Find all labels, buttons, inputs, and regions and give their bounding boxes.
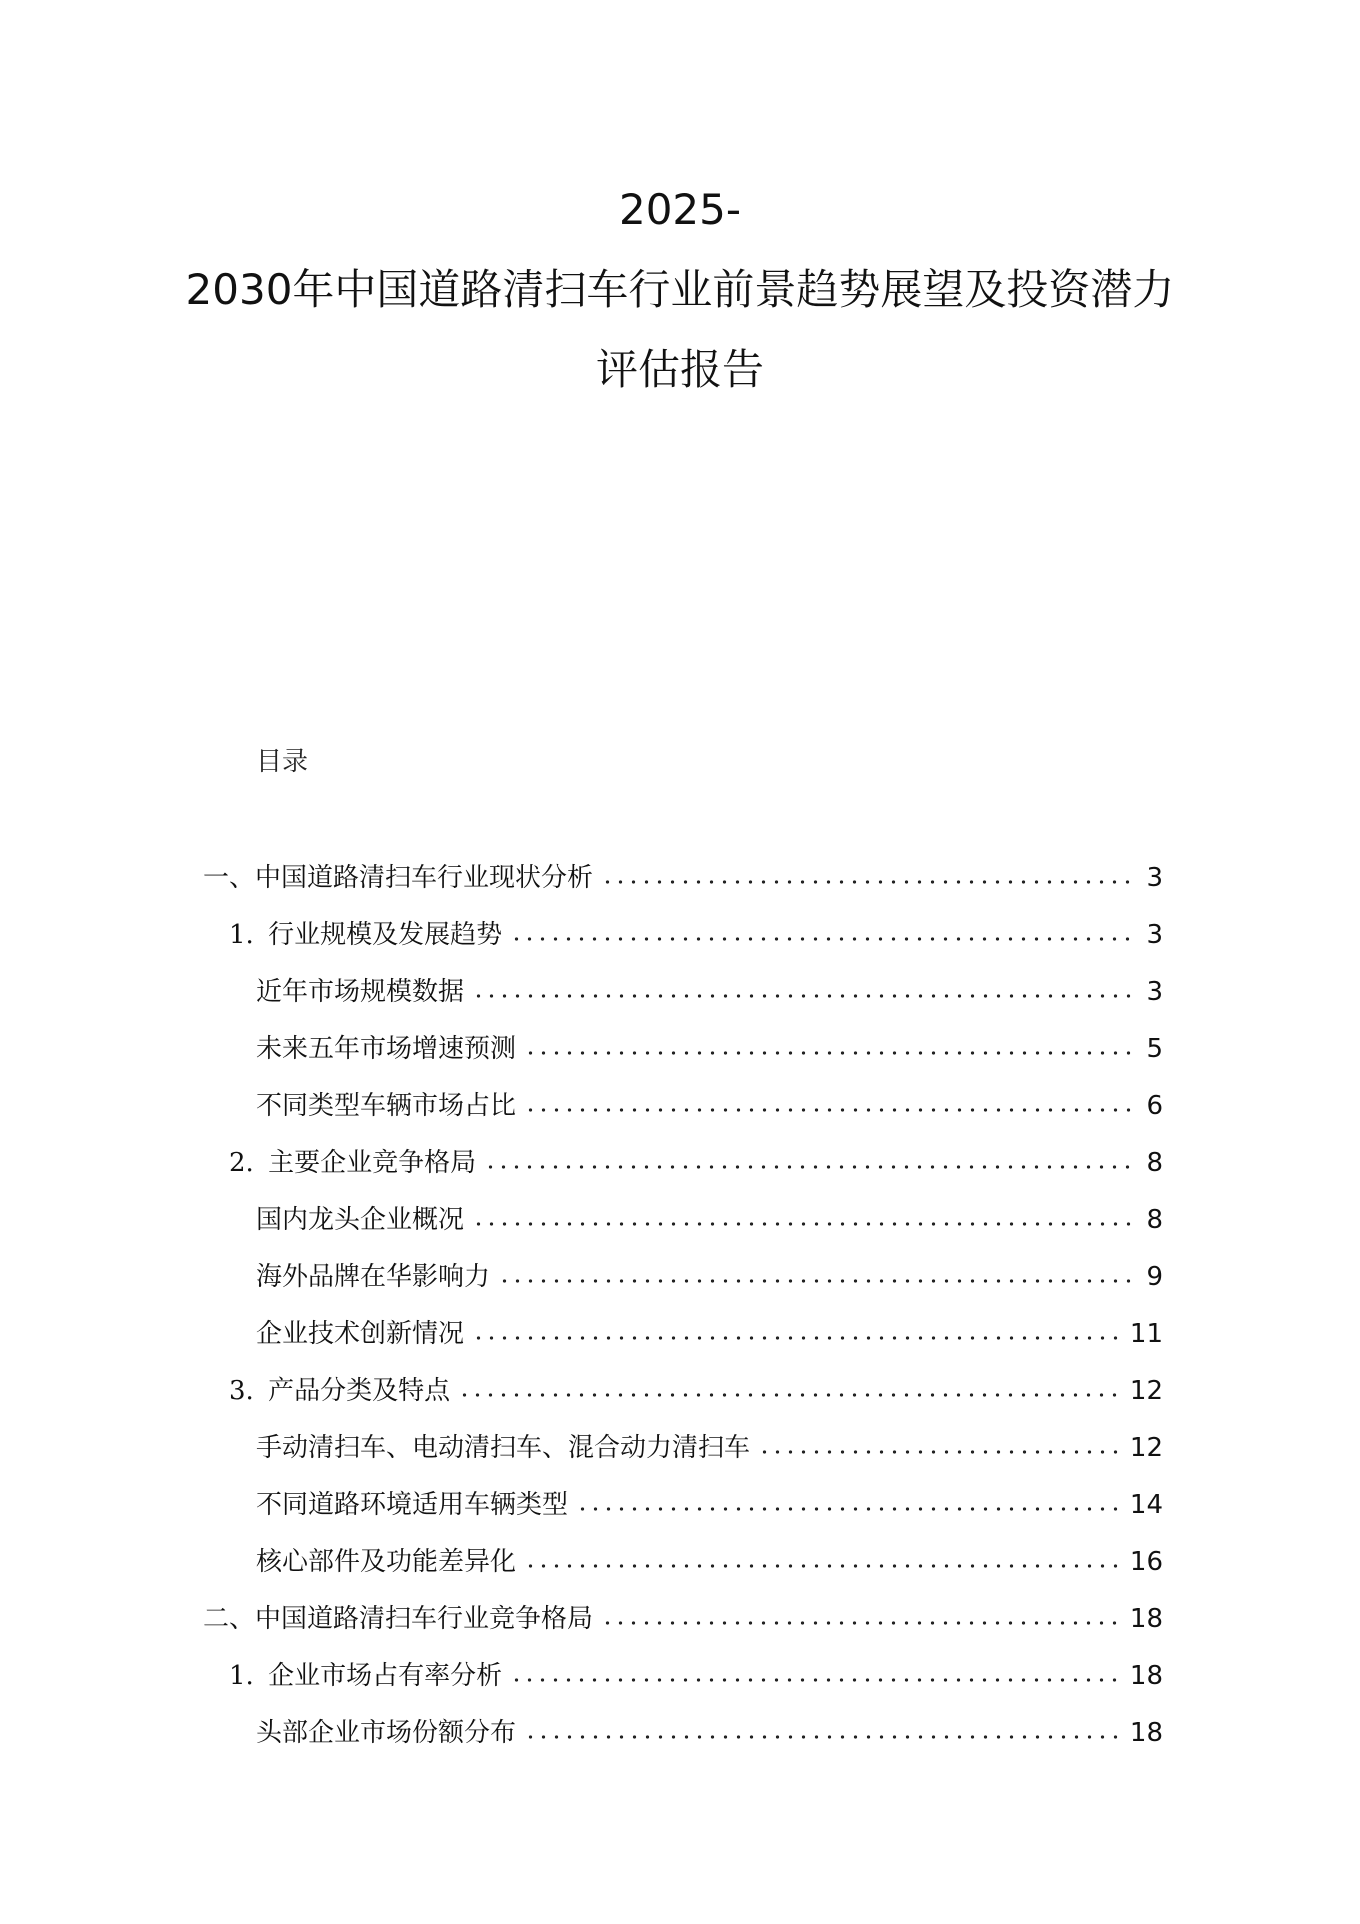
toc-entry-page-number: 18 xyxy=(1129,1718,1163,1748)
toc-dot-leader xyxy=(472,992,1137,1000)
toc-entry-page-number: 11 xyxy=(1129,1319,1163,1349)
toc-entry-label: 企业技术创新情况 xyxy=(256,1319,465,1349)
toc-entry-label: 中国道路清扫车行业现状分析 xyxy=(255,863,594,893)
toc-dot-leader xyxy=(524,1733,1122,1741)
toc-entry[interactable] xyxy=(256,1314,1163,1354)
toc-dot-leader xyxy=(510,1676,1122,1684)
toc-entry-label: 国内龙头企业概况 xyxy=(256,1205,465,1235)
toc-entry-number: 1. xyxy=(229,920,263,950)
toc-dot-leader xyxy=(524,1562,1122,1570)
toc-entry[interactable] xyxy=(229,1143,1163,1183)
toc-entry-label: 不同类型车辆市场占比 xyxy=(256,1091,517,1121)
toc-entry-page-number: 8 xyxy=(1146,1148,1163,1178)
toc-entry[interactable] xyxy=(256,1257,1163,1297)
toc-entry-page-number: 3 xyxy=(1146,977,1163,1007)
toc-entry-label: 近年市场规模数据 xyxy=(256,977,465,1007)
toc-entry-label: 行业规模及发展趋势 xyxy=(268,920,503,950)
toc-entry-page-number: 3 xyxy=(1146,863,1163,893)
title-line-2: 2030年中国道路清扫车行业前景趋势展望及投资潜力 xyxy=(185,265,1175,314)
toc-entry[interactable] xyxy=(256,1086,1163,1126)
toc-entry-label: 手动清扫车、电动清扫车、混合动力清扫车 xyxy=(256,1433,751,1463)
toc-entry[interactable] xyxy=(256,1029,1163,1069)
toc-entry[interactable] xyxy=(203,858,1163,898)
toc-entry-label: 产品分类及特点 xyxy=(268,1376,451,1406)
toc-entry[interactable] xyxy=(256,972,1163,1012)
toc-entry-label: 不同道路环境适用车辆类型 xyxy=(256,1490,569,1520)
toc-dot-leader xyxy=(484,1163,1137,1171)
title-line-1: 2025- xyxy=(618,185,742,234)
toc-dot-leader xyxy=(472,1334,1122,1342)
toc-dot-leader xyxy=(524,1049,1137,1057)
toc-dot-leader xyxy=(576,1505,1122,1513)
toc-entry-number: 一、 xyxy=(203,863,256,893)
toc-entry-page-number: 9 xyxy=(1146,1262,1163,1292)
toc-entry[interactable] xyxy=(256,1200,1163,1240)
toc-entry-number: 1. xyxy=(229,1661,263,1691)
toc-entry-number: 二、 xyxy=(203,1604,256,1634)
toc-dot-leader xyxy=(601,878,1137,886)
toc-entry[interactable] xyxy=(256,1428,1163,1468)
toc-entry[interactable] xyxy=(256,1542,1163,1582)
toc-dot-leader xyxy=(498,1277,1137,1285)
toc-entry[interactable] xyxy=(229,1371,1163,1411)
toc-entry-page-number: 18 xyxy=(1129,1604,1163,1634)
toc-entry-page-number: 18 xyxy=(1129,1661,1163,1691)
toc-entry-label: 企业市场占有率分析 xyxy=(268,1661,503,1691)
toc-entry-page-number: 6 xyxy=(1146,1091,1163,1121)
toc-dot-leader xyxy=(472,1220,1137,1228)
toc-entry-page-number: 3 xyxy=(1146,920,1163,950)
toc-entry[interactable] xyxy=(229,915,1163,955)
toc-entry-page-number: 12 xyxy=(1129,1376,1163,1406)
toc-entry-label: 海外品牌在华影响力 xyxy=(256,1262,491,1292)
toc-entry[interactable] xyxy=(256,1713,1163,1753)
toc-entry-number: 3. xyxy=(229,1376,263,1406)
toc-entry-label: 主要企业竞争格局 xyxy=(268,1148,477,1178)
title-line-3: 评估报告 xyxy=(595,345,764,394)
toc-entry[interactable] xyxy=(256,1485,1163,1525)
toc-dot-leader xyxy=(601,1619,1122,1627)
toc-entry-label: 未来五年市场增速预测 xyxy=(256,1034,517,1064)
toc-dot-leader xyxy=(458,1391,1122,1399)
toc-dot-leader xyxy=(524,1106,1137,1114)
toc-entry-number: 2. xyxy=(229,1148,263,1178)
toc-entry-page-number: 14 xyxy=(1129,1490,1163,1520)
toc-entry[interactable] xyxy=(203,1599,1163,1639)
toc-dot-leader xyxy=(510,935,1137,943)
toc-entry-page-number: 12 xyxy=(1129,1433,1163,1463)
toc-heading: 目录 xyxy=(256,747,309,777)
toc-entry-label: 中国道路清扫车行业竞争格局 xyxy=(255,1604,594,1634)
toc-entry-page-number: 8 xyxy=(1146,1205,1163,1235)
toc-entry-page-number: 16 xyxy=(1129,1547,1163,1577)
report-title xyxy=(0,170,1360,410)
toc-entry-page-number: 5 xyxy=(1146,1034,1163,1064)
toc-dot-leader xyxy=(758,1448,1122,1456)
toc-entry-label: 核心部件及功能差异化 xyxy=(256,1547,517,1577)
toc-entry[interactable] xyxy=(229,1656,1163,1696)
toc-entry-label: 头部企业市场份额分布 xyxy=(256,1718,517,1748)
